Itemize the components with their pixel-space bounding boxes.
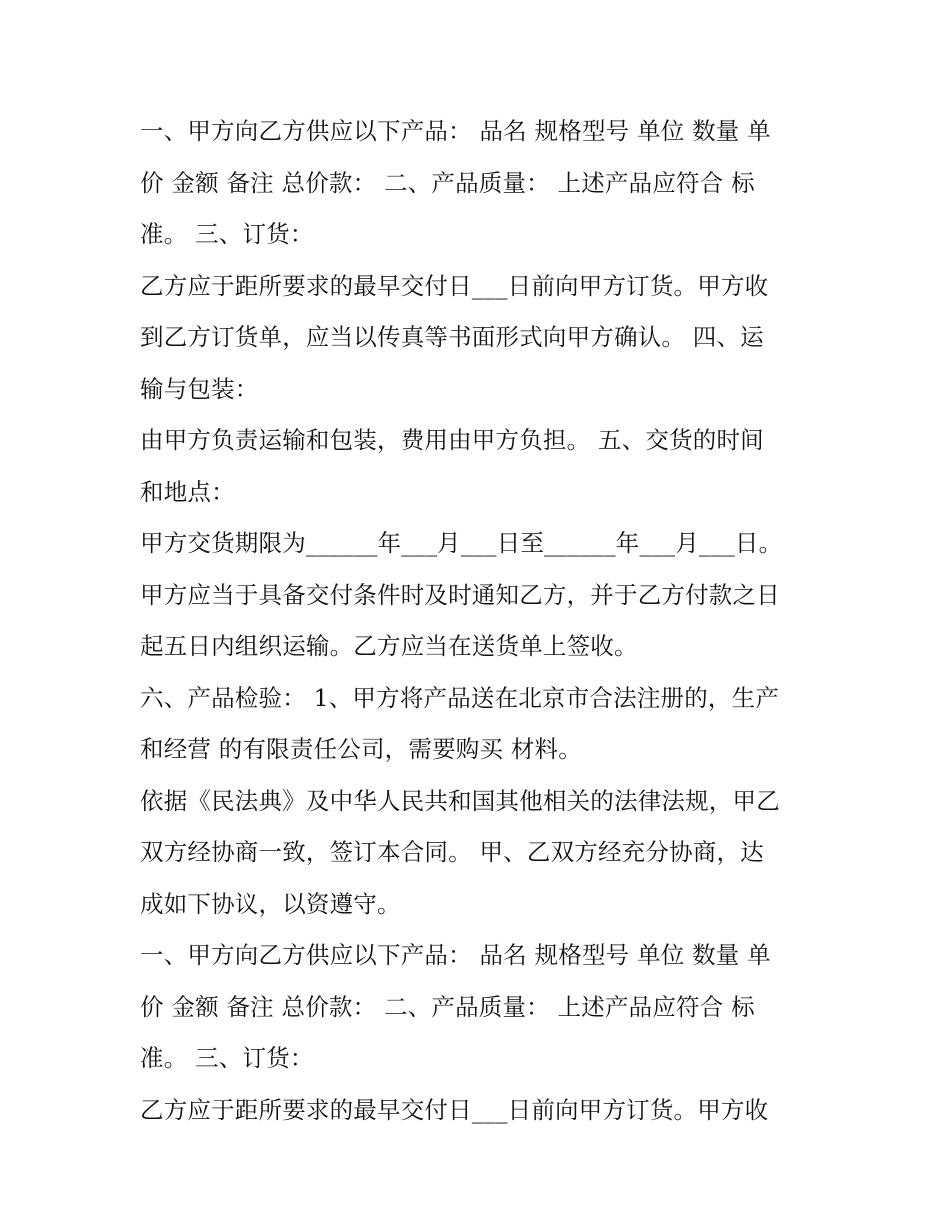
text-line: 依据《民法典》及中华人民共和国其他相关的法律法规，甲乙 bbox=[140, 786, 780, 815]
text-line: 一、甲方向乙方供应以下产品： 品名 规格型号 单位 数量 单 bbox=[140, 941, 771, 969]
text-line: 乙方应于距所要求的最早交付日___日前向甲方订货。甲方收 bbox=[140, 271, 769, 300]
contract-body bbox=[140, 106, 820, 1136]
text-line: 和地点： bbox=[140, 477, 235, 506]
text-line: 双方经协商一致，签订本合同。 甲、乙双方经充分协商，达 bbox=[140, 838, 764, 866]
text-line: 输与包装： bbox=[140, 374, 259, 403]
text-line: 成如下协议，以资遵守。 bbox=[140, 889, 401, 918]
text-line: 准。 三、订货： bbox=[140, 220, 314, 248]
text-line: 甲方交货期限为______年___月___日至______年___月___日。 bbox=[140, 529, 783, 557]
text-line: 和经营 的有限责任公司，需要购买 材料。 bbox=[140, 735, 582, 763]
text-line: 甲方应当于具备交付条件时及时通知乙方，并于乙方付款之日 bbox=[140, 580, 780, 609]
text-line: 由甲方负责运输和包装，费用由甲方负担。 五、交货的时间 bbox=[140, 426, 764, 454]
text-line: 六、产品检验： 1、甲方将产品送在北京市合法注册的，生产 bbox=[140, 683, 780, 712]
text-line: 到乙方订货单，应当以传真等书面形式向甲方确认。 四、运 bbox=[140, 323, 764, 351]
text-line: 准。 三、订货： bbox=[140, 1044, 314, 1072]
text-line: 乙方应于距所要求的最早交付日___日前向甲方订货。甲方收 bbox=[140, 1095, 769, 1124]
text-line: 价 金额 备注 总价款： 二、产品质量： 上述产品应符合 标 bbox=[140, 168, 755, 197]
text-line: 一、甲方向乙方供应以下产品： 品名 规格型号 单位 数量 单 bbox=[140, 117, 771, 145]
text-line: 价 金额 备注 总价款： 二、产品质量： 上述产品应符合 标 bbox=[140, 992, 755, 1021]
text-line: 起五日内组织运输。乙方应当在送货单上签收。 bbox=[140, 632, 638, 660]
